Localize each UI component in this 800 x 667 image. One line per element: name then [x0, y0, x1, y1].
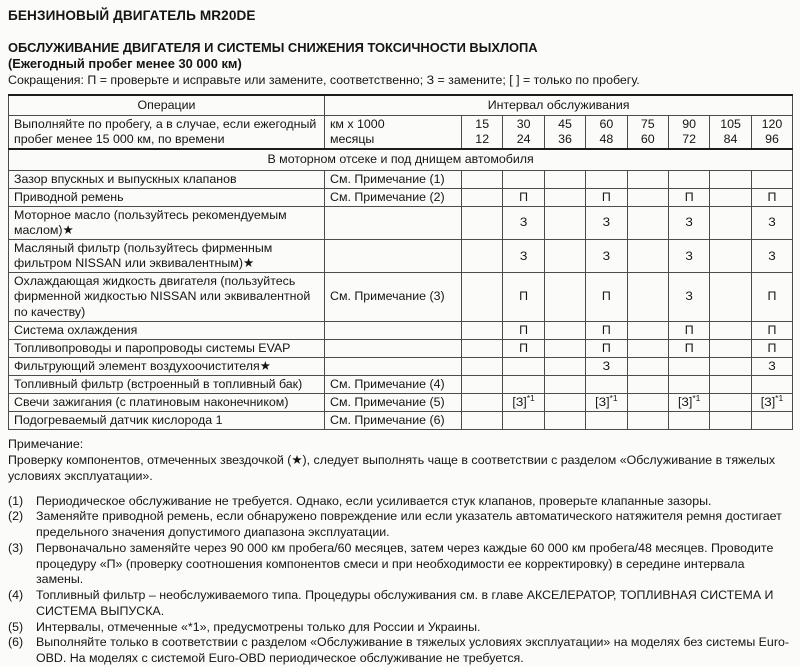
note-number: (3)	[8, 540, 24, 555]
note-cell: См. Примечание (2)	[325, 188, 462, 206]
table-row	[9, 321, 793, 339]
section-header: В моторном отсеке и под днищем автомобиля	[9, 149, 793, 170]
months-value: 24	[516, 132, 531, 147]
mark-cell: З	[751, 206, 792, 239]
mark-cell: П	[751, 321, 792, 339]
operations-column-header: Операции	[9, 95, 325, 116]
mark-cell: П	[586, 273, 627, 321]
operation-cell: Приводной ремень	[9, 188, 325, 206]
mark-cell	[751, 412, 792, 430]
mark-cell	[462, 394, 503, 412]
mark-cell: $[З]^{*1}$	[668, 394, 709, 412]
mark-cell	[544, 321, 585, 339]
mark-cell: $[З]^{*1}$	[751, 394, 792, 412]
note-text: Заменяйте приводной ремень, если обнаружено повреждение или если указатель автоматического натяжителя ремня достигает предельного значения допустимого диапазона эксплуатации.	[36, 509, 782, 540]
mark-cell: П	[668, 339, 709, 357]
mark-cell	[710, 273, 751, 321]
mark-cell: П	[503, 273, 544, 321]
section-header-row	[9, 149, 793, 170]
mark-cell: П	[503, 321, 544, 339]
table-row	[9, 170, 793, 188]
note-cell: См. Примечание (5)	[325, 394, 462, 412]
mark-cell	[544, 273, 585, 321]
mark-cell	[627, 412, 668, 430]
note-item	[8, 494, 792, 510]
mark-cell	[627, 188, 668, 206]
operation-cell: Топливный фильтр (встроенный в топливный бак)	[9, 376, 325, 394]
operation-cell: Охлаждающая жидкость двигателя (пользуйтесь фирменной жидкостью NISSAN или эквивалентной по качеству)	[9, 273, 325, 321]
notes-intro: Проверку компонентов, отмеченных звездочкой (★), следует выполнять чаще в соответствии с разделом «Обслуживание в тяжелых условиях эксплуатации».	[8, 453, 776, 483]
km-value: 120	[761, 117, 783, 132]
mark-cell: З	[668, 273, 709, 321]
mark-cell	[544, 240, 585, 273]
mark-cell	[627, 240, 668, 273]
mark-cell	[462, 376, 503, 394]
mark-cell: З	[503, 206, 544, 239]
mark-cell	[544, 412, 585, 430]
mark-cell: П	[668, 188, 709, 206]
interval-scale-row	[9, 116, 793, 150]
mark-cell	[503, 357, 544, 375]
mark-cell	[710, 339, 751, 357]
mark-cell	[668, 376, 709, 394]
table-header-row	[9, 95, 793, 116]
maintenance-section-title: ОБСЛУЖИВАНИЕ ДВИГАТЕЛЯ И СИСТЕМЫ СНИЖЕНИЯ ТОКСИЧНОСТИ ВЫХЛОПА	[8, 40, 538, 55]
months-value: 48	[599, 132, 614, 147]
mark-cell	[627, 339, 668, 357]
mark-cell	[710, 170, 751, 188]
months-unit-label: месяцы	[330, 132, 375, 147]
mark-cell	[710, 394, 751, 412]
interval-cell	[751, 116, 792, 150]
notes-section	[8, 437, 792, 667]
km-value: 60	[599, 117, 614, 132]
mark-cell	[462, 206, 503, 239]
months-value: 60	[640, 132, 655, 147]
table-row	[9, 394, 793, 412]
note-text: Периодическое обслуживание не требуется. Однако, если усиливается стук клапанов, проверьте клапанные зазоры.	[36, 493, 712, 508]
note-text: Топливный фильтр – необслуживаемого типа. Процедуры обслуживания см. в главе АКСЕЛЕРАТОР, ТОПЛИВНАЯ СИСТЕМА И СИСТЕМА ВЫПУСКА.	[36, 588, 774, 618]
mark-cell	[462, 188, 503, 206]
note-text: Первоначально заменяйте через 90 000 км пробега/60 месяцев, затем через каждые 60 000 км пробега/48 месяцев. Проводите процедуру «П» (проверку соотношения компонентов смеси и при необходимости ее корректировку) в середине интервала замены.	[36, 540, 774, 587]
mark-cell	[503, 376, 544, 394]
table-row	[9, 188, 793, 206]
mark-cell	[544, 394, 585, 412]
mark-cell	[627, 321, 668, 339]
note-item	[8, 620, 792, 636]
note-cell	[325, 357, 462, 375]
months-value: 84	[723, 132, 738, 147]
note-item	[8, 541, 792, 588]
months-value: 72	[682, 132, 697, 147]
table-row	[9, 339, 793, 357]
mark-cell	[586, 376, 627, 394]
maintenance-schedule-table	[8, 94, 793, 430]
interval-cell	[503, 116, 544, 150]
mark-cell	[627, 376, 668, 394]
mark-cell	[462, 240, 503, 273]
mark-cell	[710, 206, 751, 239]
km-unit-label: км х 1000	[330, 117, 385, 132]
note-number: (6)	[8, 635, 24, 650]
mark-cell	[544, 339, 585, 357]
mark-cell	[462, 357, 503, 375]
note-cell	[325, 240, 462, 273]
mark-cell: $[З]^{*1}$	[586, 394, 627, 412]
table-row	[9, 376, 793, 394]
note-cell	[325, 321, 462, 339]
note-text: Выполняйте только в соответствии с разделом «Обслуживание в тяжелых условиях эксплуатации» на моделях без системы Euro-OBD. На моделях с системой Euro-OBD периодическое обслуживание не требуется.	[36, 635, 789, 666]
mark-cell	[462, 412, 503, 430]
months-value: 36	[558, 132, 572, 147]
mark-cell	[462, 170, 503, 188]
km-value: 30	[516, 117, 531, 132]
mark-cell: З	[751, 240, 792, 273]
mark-cell	[627, 206, 668, 239]
mark-cell: З	[503, 240, 544, 273]
table-row	[9, 206, 793, 239]
operation-cell: Топливопроводы и паропроводы системы EVAP	[9, 339, 325, 357]
mark-cell	[544, 188, 585, 206]
mark-cell	[710, 321, 751, 339]
mark-cell: З	[586, 206, 627, 239]
operation-cell: Масляный фильтр (пользуйтесь фирменным фильтром NISSAN или эквивалентным)★	[9, 240, 325, 273]
mark-cell: З	[586, 240, 627, 273]
mark-cell	[586, 170, 627, 188]
note-item	[8, 588, 792, 620]
months-value: 12	[475, 132, 490, 147]
mark-cell	[710, 240, 751, 273]
note-number: (4)	[8, 588, 24, 603]
mark-cell	[751, 376, 792, 394]
mark-cell: П	[751, 273, 792, 321]
note-cell: См. Примечание (6)	[325, 412, 462, 430]
mark-cell: З	[668, 240, 709, 273]
mark-cell	[503, 170, 544, 188]
operation-cell: Моторное масло (пользуйтесь рекомендуемым маслом)★	[9, 206, 325, 239]
km-value: 75	[640, 117, 655, 132]
mileage-subtitle: (Ежегодный пробег менее 30 000 км)	[8, 56, 242, 71]
note-cell: См. Примечание (3)	[325, 273, 462, 321]
interval-rule-label: Выполняйте по пробегу, а в случае, если ежегодный пробег менее 15 000 км, по времени	[9, 116, 325, 150]
km-value: 45	[558, 117, 572, 132]
operation-cell: Зазор впускных и выпускных клапанов	[9, 170, 325, 188]
mark-cell	[586, 412, 627, 430]
mark-cell: З	[668, 206, 709, 239]
note-number: (5)	[8, 619, 24, 634]
mark-cell	[503, 412, 544, 430]
mark-cell: П	[751, 339, 792, 357]
operation-cell: Фильтрующий элемент воздухоочистителя★	[9, 357, 325, 375]
table-row	[9, 273, 793, 321]
operation-cell: Свечи зажигания (с платиновым наконечником)	[9, 394, 325, 412]
table-row	[9, 357, 793, 375]
mark-cell	[544, 357, 585, 375]
mark-cell	[627, 273, 668, 321]
interval-cell	[462, 116, 503, 150]
mark-cell: П	[586, 321, 627, 339]
mark-cell: З	[751, 357, 792, 375]
interval-cell	[710, 116, 751, 150]
mark-cell	[710, 376, 751, 394]
operation-cell: Подогреваемый датчик кислорода 1	[9, 412, 325, 430]
note-number: (2)	[8, 509, 24, 524]
mark-cell	[668, 357, 709, 375]
note-number: (1)	[8, 493, 24, 508]
table-row	[9, 412, 793, 430]
mark-cell	[751, 170, 792, 188]
interval-cell	[668, 116, 709, 150]
mark-cell	[544, 206, 585, 239]
mark-cell: $[З]^{*1}$	[503, 394, 544, 412]
note-item	[8, 509, 792, 541]
mark-cell: П	[668, 321, 709, 339]
mark-cell	[710, 412, 751, 430]
mark-cell: П	[503, 339, 544, 357]
interval-units-cell	[325, 116, 462, 150]
mark-cell	[668, 412, 709, 430]
interval-cell	[627, 116, 668, 150]
notes-heading: Примечание:	[8, 437, 84, 452]
mark-cell	[627, 394, 668, 412]
table-row	[9, 240, 793, 273]
operation-cell: Система охлаждения	[9, 321, 325, 339]
interval-column-header: Интервал обслуживания	[325, 95, 793, 116]
abbreviations-legend: Сокращения: П = проверьте и исправьте или замените, соответственно; З = замените; [ ] = только по пробегу.	[8, 73, 640, 87]
note-text: Интервалы, отмеченные «*1», предусмотрены только для России и Украины.	[36, 619, 481, 634]
mark-cell	[462, 273, 503, 321]
mark-cell	[462, 339, 503, 357]
mark-cell	[544, 170, 585, 188]
mark-cell	[627, 170, 668, 188]
note-cell: См. Примечание (1)	[325, 170, 462, 188]
mark-cell	[668, 170, 709, 188]
mark-cell: П	[586, 339, 627, 357]
km-value: 90	[682, 117, 697, 132]
note-cell: См. Примечание (4)	[325, 376, 462, 394]
mark-cell	[710, 357, 751, 375]
km-value: 15	[475, 117, 490, 132]
mark-cell: П	[751, 188, 792, 206]
km-value: 105	[720, 117, 741, 132]
months-value: 96	[765, 132, 779, 147]
note-cell	[325, 339, 462, 357]
mark-cell	[710, 188, 751, 206]
mark-cell: П	[503, 188, 544, 206]
interval-cell	[544, 116, 585, 150]
mark-cell: З	[586, 357, 627, 375]
interval-cell	[586, 116, 627, 150]
mark-cell: П	[586, 188, 627, 206]
mark-cell	[462, 321, 503, 339]
page-title: БЕНЗИНОВЫЙ ДВИГАТЕЛЬ MR20DE	[8, 8, 256, 23]
mark-cell	[627, 357, 668, 375]
note-item	[8, 635, 792, 667]
note-cell	[325, 206, 462, 239]
mark-cell	[544, 376, 585, 394]
